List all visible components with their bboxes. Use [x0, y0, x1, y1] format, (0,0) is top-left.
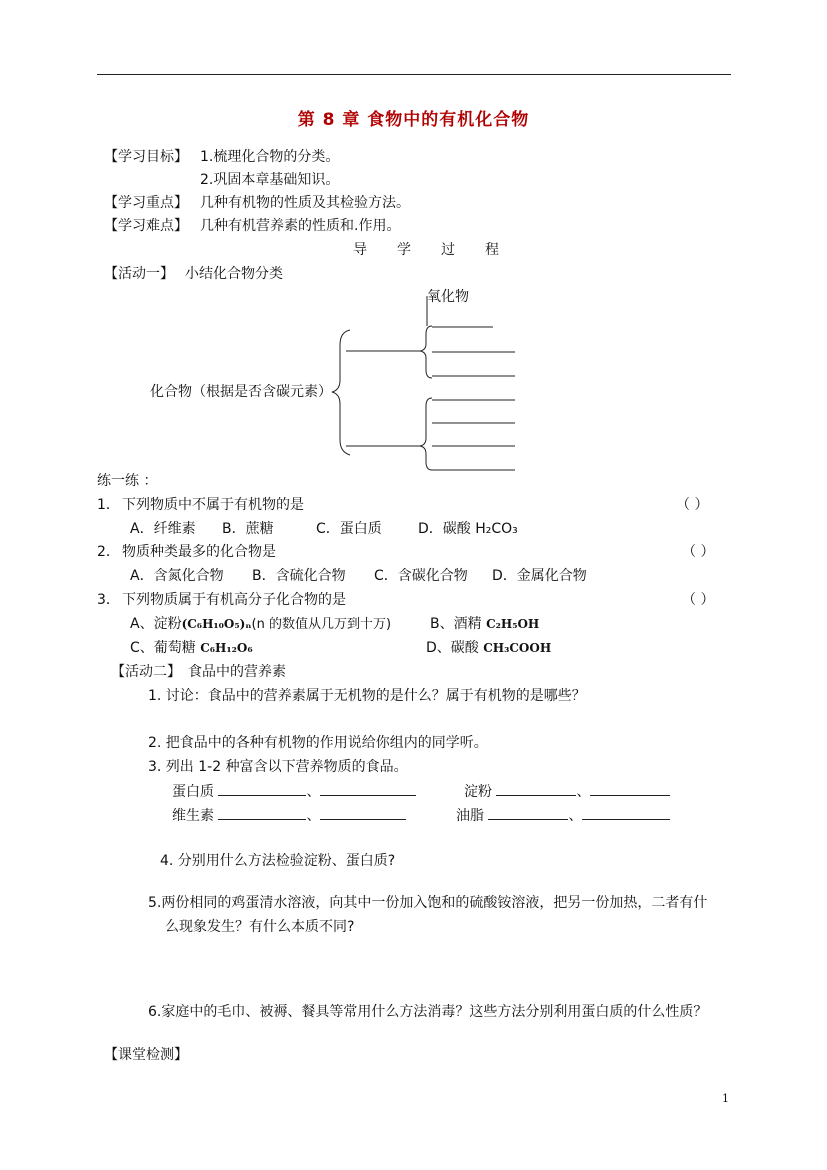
q3-option-a-text: A、淀粉: [130, 616, 182, 632]
q3-option-b: [430, 615, 539, 633]
practice-heading: 练一练 ：: [97, 473, 158, 489]
q3-answer-paren: （ ）: [682, 592, 715, 608]
fat-blank-2[interactable]: [582, 805, 670, 820]
q2-stem: 物质种类最多的化合物是: [122, 544, 276, 560]
difficulty-text: 几种有机营养素的性质和.作用。: [200, 218, 401, 234]
vitamin-separator: 、: [306, 808, 321, 824]
starch-blank-1[interactable]: [496, 781, 576, 796]
activity2-question-5-line2: 么现象发生？有什么本质不同?: [165, 919, 355, 935]
vitamin-blank-1[interactable]: [218, 805, 306, 820]
q1-option-d: D．碳酸 H₂CO₃: [418, 521, 518, 537]
q2-option-a: A．含氮化合物: [130, 568, 224, 584]
q2-answer-paren: （ ）: [682, 544, 715, 560]
nutrient-vitamin-label: 维生素: [172, 808, 214, 824]
goal-item-1: 1.梳理化合物的分类。: [200, 149, 340, 165]
activity2-question-5-line1: 5.两份相同的鸡蛋清水溶液，向其中一份加入饱和的硫酸铵溶液，把另一份加热，二者有什: [148, 895, 708, 911]
oxide-label: 氧化物: [427, 289, 469, 305]
q1-option-a: A．纤维素: [130, 521, 196, 537]
goals-tag: 【学习目标】: [104, 149, 188, 165]
fat-separator: 、: [568, 808, 583, 824]
starch-blank-2[interactable]: [590, 781, 670, 796]
activity2-question-6: 6.家庭中的毛巾、被褥、餐具等常用什么方法消毒？这些方法分别利用蛋白质的什么性质？: [148, 1004, 708, 1020]
nutrient-row-vitamin: [172, 805, 406, 825]
q1-stem: 下列物质中不属于有机物的是: [122, 497, 304, 513]
q3-option-b-text: B、酒精: [430, 616, 482, 632]
difficulty-tag: 【学习难点】: [104, 218, 188, 234]
fat-blank-1[interactable]: [488, 805, 568, 820]
q3-option-c-formula: C₆H₁₂O₆: [200, 641, 253, 655]
activity2-item-2: 2. 把食品中的各种有机物的作用说给你组内的同学听。: [148, 735, 488, 751]
check-tag: 【课堂检测】: [104, 1047, 188, 1063]
nutrient-row-fat: [456, 805, 670, 825]
page-title: 第 8 章 食物中的有机化合物: [297, 110, 530, 130]
q3-option-d: [426, 639, 551, 657]
q1-answer-paren: （ ）: [676, 497, 709, 513]
compound-root-label: 化合物（根据是否含碳元素）: [150, 384, 332, 400]
q1-option-b: B．蔗糖: [222, 521, 274, 537]
q1-option-c: C．蛋白质: [316, 521, 382, 537]
page-number: 1: [722, 1092, 729, 1105]
activity2-item-3: 3. 列出 1-2 种富含以下营养物质的食品。: [148, 759, 408, 775]
activity2-item-1: 1. 讨论：食品中的营养素属于无机物的是什么？属于有机物的是哪些？: [148, 688, 586, 704]
activity2-text: 食品中的营养素: [188, 664, 286, 680]
q3-option-a-formula: (C₆H₁₀O₅)ₙ: [181, 617, 252, 631]
activity1-text: 小结化合物分类: [185, 266, 283, 282]
nutrient-fat-label: 油脂: [456, 808, 484, 824]
process-heading: 导学过程: [353, 242, 529, 258]
activity2-question-4: 4. 分别用什么方法检验淀粉、蛋白质?: [160, 853, 396, 869]
nutrient-row-starch: [464, 781, 670, 801]
q3-option-c-text: C、葡萄糖: [130, 640, 196, 656]
q3-option-d-formula: CH₃COOH: [483, 641, 552, 655]
q2-option-d: D．金属化合物: [492, 568, 587, 584]
vitamin-blank-2[interactable]: [320, 805, 406, 820]
lower-brace: [420, 398, 432, 470]
upper-brace: [420, 326, 432, 378]
q2-option-b: B．含硫化合物: [252, 568, 346, 584]
q1-number: 1．: [97, 497, 120, 513]
main-brace: [332, 330, 350, 455]
q2-option-c: C．含碳化合物: [374, 568, 468, 584]
classification-diagram: [0, 0, 827, 480]
goal-item-2: 2.巩固本章基础知识。: [200, 172, 340, 188]
focus-text: 几种有机物的性质及其检验方法。: [200, 195, 410, 211]
activity2-tag: 【活动二】: [111, 664, 181, 680]
nutrient-row-protein: [172, 781, 416, 801]
q3-option-a-note: (n 的数值从几万到十万): [251, 617, 392, 632]
activity1-tag: 【活动一】: [104, 266, 174, 282]
protein-blank-2[interactable]: [320, 781, 416, 796]
q3-stem: 下列物质属于有机高分子化合物的是: [122, 592, 346, 608]
nutrient-protein-label: 蛋白质: [172, 784, 214, 800]
q3-option-d-text: D、碳酸: [426, 640, 479, 656]
q3-option-a: [130, 615, 391, 634]
nutrient-starch-label: 淀粉: [464, 784, 492, 800]
q3-number: 3．: [97, 592, 120, 608]
q3-option-b-formula: C₂H₅OH: [486, 617, 540, 631]
q2-number: 2．: [97, 544, 120, 560]
q3-option-c: [130, 639, 253, 657]
protein-separator: 、: [306, 784, 321, 800]
protein-blank-1[interactable]: [218, 781, 306, 796]
focus-tag: 【学习重点】: [104, 195, 188, 211]
starch-separator: 、: [576, 784, 591, 800]
